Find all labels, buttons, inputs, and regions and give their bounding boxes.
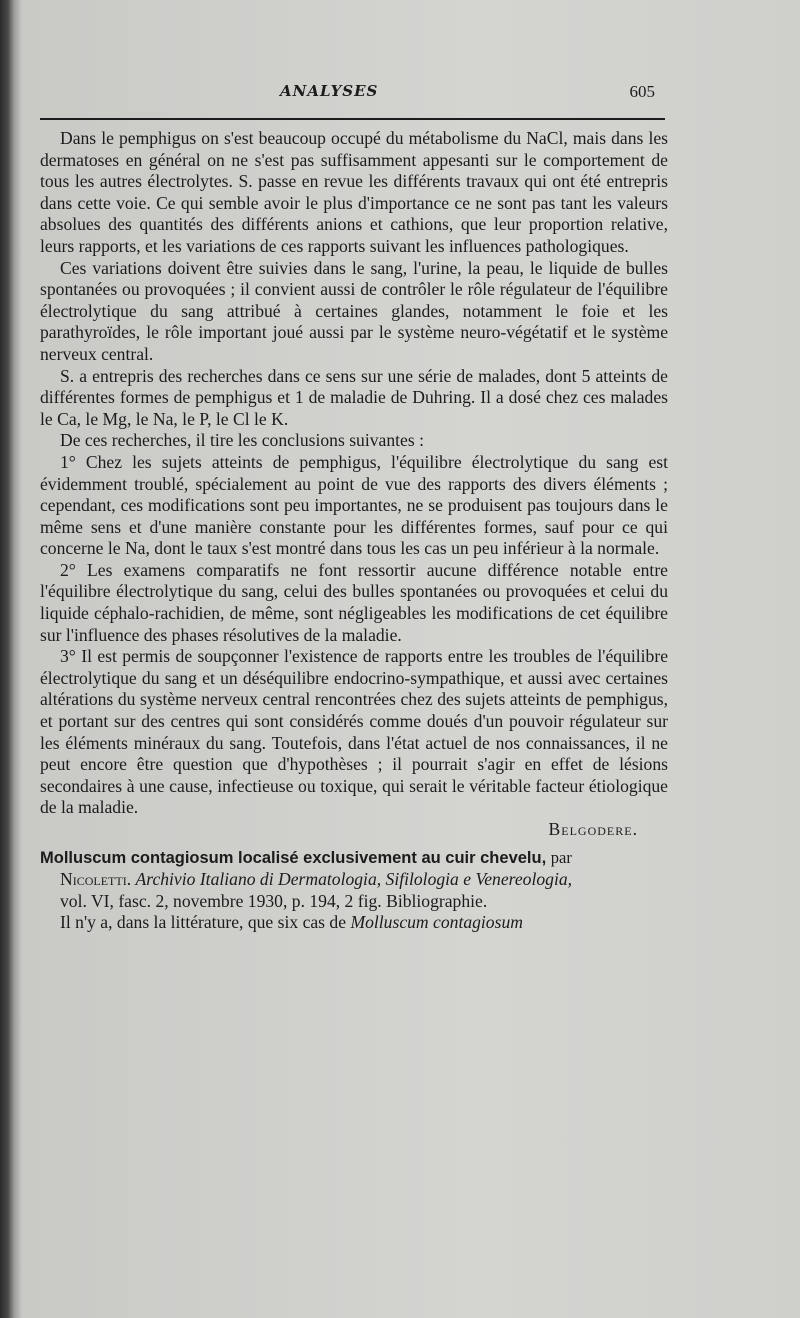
next-paragraph-text: Il n'y a, dans la littérature, que six cas de [60,912,347,933]
article-body [40,128,668,934]
reference-details: vol. VI, fasc. 2, novembre 1930, p. 194, 2 fig. Bibliographie. [60,890,488,911]
paragraph: 1° Chez les sujets atteints de pemphigus, l'équilibre électrolytique du sang est évidemment troublé, spécialement au point de vue des rapports des divers éléments ; cependant, ces modifications sont peu importantes, ne se produisent pas toujours dans le même sens et d'une manière constante pour les différentes formes, sauf pour ce qui concerne le Na, dont le taux s'est montré dans tous les cas un peu inférieur à la normale. [40,451,668,559]
reference-source [40,869,668,891]
running-title: ANALYSES [280,82,379,100]
reference-by: par [550,847,572,867]
reference-title: Molluscum contagiosum localisé exclusivement au cuir chevelu, [40,848,547,867]
paragraph: Ces variations doivent être suivies dans le sang, l'urine, la peau, le liquide de bulles spontanées ou provoquées ; il convient aussi de contrôler le rôle régulateur de l'équilibre électrolytique du sang attribué à certaines glandes, notamment le foie et les parathyroïdes, le rôle important joué aussi par le système neuro-végétatif et le système nerveux central. [40,257,668,364]
paragraph: 2° Les examens comparatifs ne font ressortir aucune différence notable entre l'équilibre électrolytique du sang, celui des bulles spontanées ou provoquées et celui du liquide céphalo-rachidien, de même, sont négligeables les modifications de cet équilibre sur l'influence des phases résolutives de la maladie. [40,559,668,645]
page-header [40,82,655,104]
paragraph: S. a entrepris des recherches dans ce sens sur une série de malades, dont 5 atteints de différentes formes de pemphigus et 1 de maladie de Duhring. Il a dosé chez ces malades le Ca, le Mg, le Na, le P, le Cl le K. [40,365,668,429]
paragraph: De ces recherches, il tire les conclusions suivantes : [60,430,424,451]
next-paragraph [40,912,668,934]
reference-heading [40,847,668,870]
paragraph: 3° Il est permis de soupçonner l'existence de rapports entre les troubles de l'équilibre électrolytique du sang et un déséquilibre endocrino-sympathique, et aussi avec certaines altérations du système nerveux central rencontrées chez des sujets atteints de pemphigus, et portant sur des centres qui sont considérés comme doués d'un pouvoir régulateur sur les éléments minéraux du sang. Toutefois, dans l'état actuel de nos connaissances, il ne peut encore être question que d'hypothèses ; il pourrait s'agir en effet de lésions secondaires à une cause, infectieuse ou toxique, qui serait le véritable facteur étiologique de la maladie. [40,646,668,818]
page-number: 605 [629,82,655,101]
next-paragraph-italic: Molluscum contagiosum [350,912,523,933]
reference-author: Nicoletti. [60,869,132,890]
paragraph: Dans le pemphigus on s'est beaucoup occupé du métabolisme du NaCl, mais dans les dermatoses en général on ne s'est pas suffisamment appesanti sur le comportement de tous les autres électrolytes. S. passe en revue les différents travaux qui ont été entrepris dans cette voie. Ce qui semble avoir le plus d'importance ce ne sont pas tant les valeurs absolues des quantités des différents anions et cathions, que leur proportion relative, leurs rapports, et les variations de ces rapports suivant les influences pathologiques. [40,128,668,256]
header-rule [40,118,665,120]
author-signature: Belgodere. [548,819,638,839]
reference-journal: Archivio Italiano di Dermatologia, Sifilologia e Venereologia, [135,869,573,890]
